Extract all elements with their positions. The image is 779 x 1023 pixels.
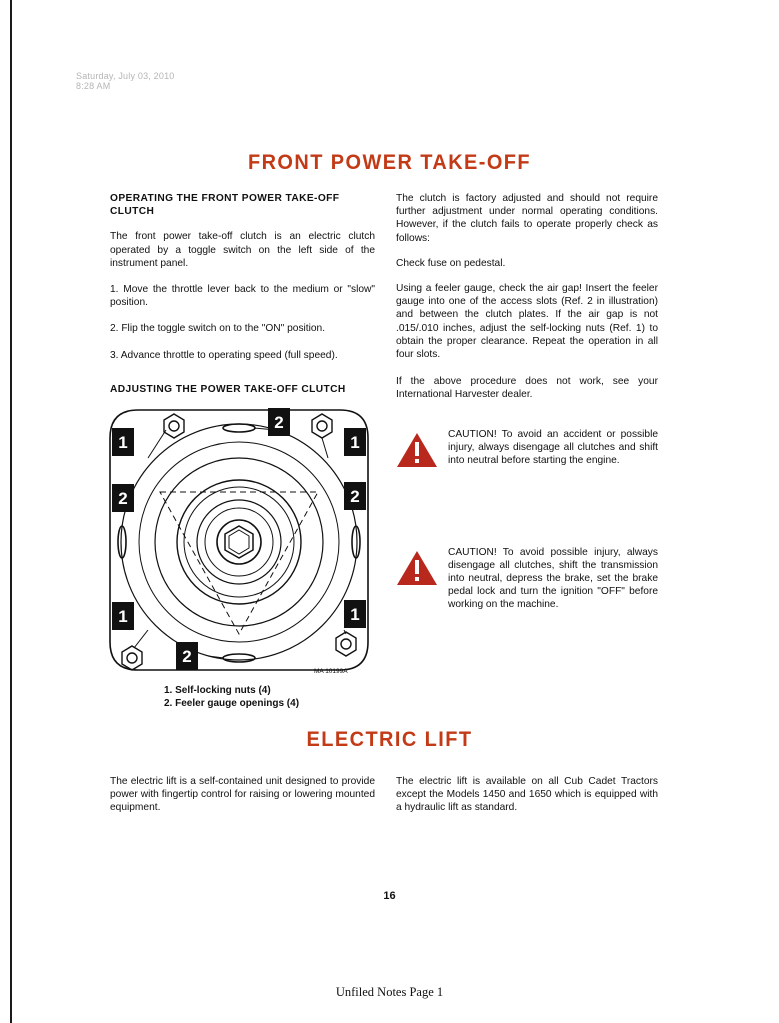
- warning-triangle-icon: [396, 550, 438, 586]
- step-2: 2. Flip the toggle switch on to the "ON" position.: [110, 323, 326, 335]
- callout-1-bottom-left: 1: [118, 607, 128, 626]
- electric-lift-right-paragraph: The electric lift is available on all Cub Cadet Tractors except the Models 1450 and 1650 which is equipped with a hydraulic lift as standard.: [396, 776, 658, 814]
- figure-code: MA 10199A: [314, 668, 348, 675]
- figure-caption-2: 2. Feeler gauge openings (4): [164, 698, 300, 709]
- page-number: 16: [383, 890, 396, 902]
- caution-block-1: [396, 428, 658, 467]
- operating-heading-line1: OPERATING THE FRONT POWER TAKE-OFF: [110, 193, 340, 204]
- callout-1-top-left: 1: [118, 433, 128, 452]
- step-1: 1. Move the throttle lever back to the medium or "slow" position.: [110, 284, 375, 309]
- callout-2-bottom: 2: [182, 647, 192, 666]
- callout-2-right: 2: [350, 487, 360, 506]
- callout-2-left: 2: [118, 489, 128, 508]
- clutch-diagram: [108, 402, 370, 678]
- right-column: [396, 192, 658, 402]
- caution-block-2: [396, 546, 658, 611]
- callout-1-bottom-right: 1: [350, 605, 360, 624]
- footer-note: Unfiled Notes Page 1: [335, 985, 444, 999]
- section-title-front-pto: FRONT POWER TAKE-OFF: [247, 151, 532, 174]
- operating-heading-line2: CLUTCH: [110, 206, 155, 218]
- feeler-gauge-paragraph: Using a feeler gauge, check the air gap! Insert the feeler gauge into one of the access slots (Ref. 2 in illustration) and between the clutch plates. If the air gap is not .015/.010 inches, adjust the self-locking nuts (Ref. 1) to obtain the proper clearance. Repeat the operation in all four slots.: [396, 283, 658, 361]
- timestamp-time: 8:28 AM: [76, 81, 111, 91]
- figure-caption-1: 1. Self-locking nuts (4): [164, 685, 271, 696]
- section-title-electric-lift: ELECTRIC LIFT: [306, 728, 473, 751]
- dealer-paragraph: If the above procedure does not work, see your International Harvester dealer.: [396, 376, 658, 401]
- timestamp-date: Saturday, July 03, 2010: [76, 71, 175, 81]
- step-3: 3. Advance throttle to operating speed (full speed).: [110, 349, 338, 361]
- check-fuse-paragraph: Check fuse on pedestal.: [396, 257, 506, 269]
- left-column: [110, 192, 375, 362]
- warning-triangle-icon: [396, 432, 438, 468]
- intro-paragraph: The front power take-off clutch is an electric clutch operated by a toggle switch on the left side of the instrument panel.: [110, 231, 375, 269]
- electric-lift-left-paragraph: The electric lift is a self-contained unit designed to provide power with fingertip control for raising or lowering mounted equipment.: [110, 776, 375, 814]
- clutch-adjust-paragraph: The clutch is factory adjusted and should not require further adjustment under normal operating conditions. However, if the clutch fails to operate properly check as follows:: [396, 193, 658, 244]
- callout-2-top: 2: [274, 413, 284, 432]
- caution-text-2: CAUTION! To avoid possible injury, always disengage all clutches, shift the transmission into neutral, depress the brake, set the brake pedal lock and turn the ignition "OFF" before working on the machine.: [448, 547, 658, 610]
- caution-text-1: CAUTION! To avoid an accident or possible injury, always disengage all clutches and shift into neutral before starting the engine.: [448, 429, 658, 466]
- callout-1-top-right: 1: [350, 433, 360, 452]
- adjusting-heading: ADJUSTING THE POWER TAKE-OFF CLUTCH: [110, 384, 346, 395]
- page-left-border: [10, 0, 12, 1023]
